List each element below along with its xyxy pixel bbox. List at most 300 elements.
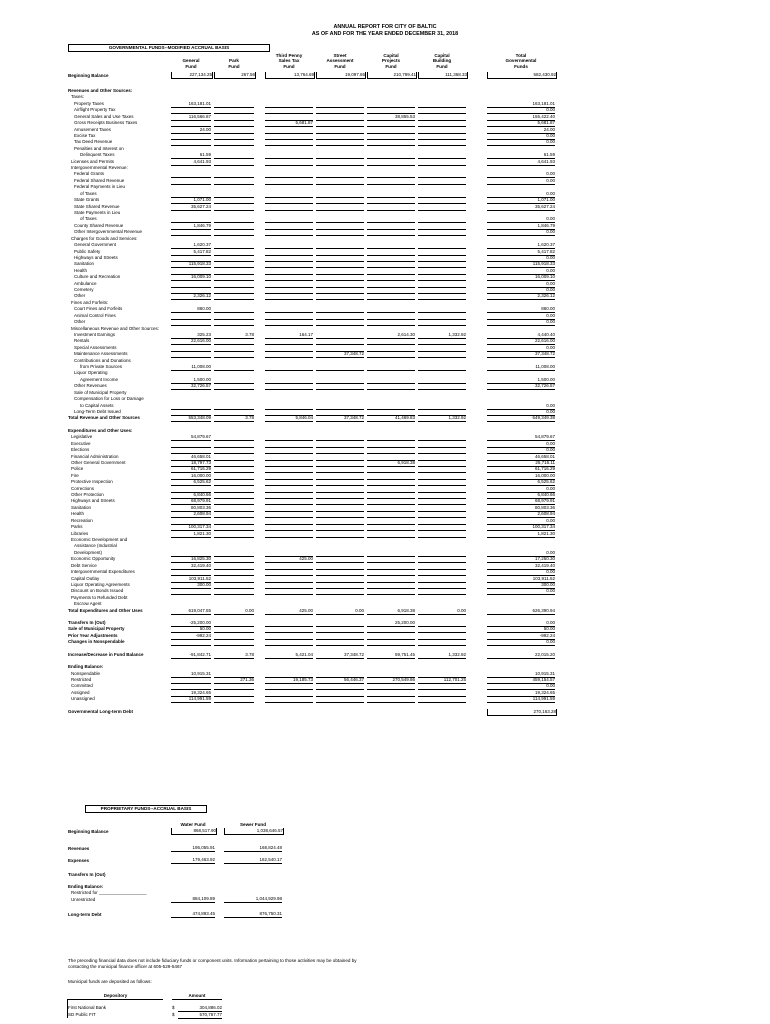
gov-row-value: -992.24 <box>487 633 555 640</box>
gov-row-value: 32,419.40 <box>171 563 211 570</box>
gov-row-label: Miscellaneous Revenue and Other Sources: <box>71 325 160 331</box>
gov-row-value: 17,250.30 <box>487 556 555 563</box>
fiduciary-note: The preceding financial data does not include fiduciary funds or component units. Information pertaining to those activities may be obtained by contacting the municipal finance officer at 605-529-5467 <box>68 958 357 970</box>
gov-row-label: Assistance (Industrial <box>74 543 117 549</box>
gov-row-value: 116,566.87 <box>171 114 211 121</box>
gov-row-value: 300.00 <box>487 582 555 589</box>
gov-row-value: 459,154.57 <box>487 677 555 684</box>
gov-row-value: 115,918.33 <box>171 261 211 268</box>
gov-column-header <box>265 53 313 69</box>
gov-row-value <box>265 293 313 300</box>
gov-beginning-balance-value: 19,097.65 <box>316 72 366 79</box>
gov-row-value: 0.00 <box>487 569 555 576</box>
gov-row-value <box>265 139 313 146</box>
gov-beginning-balance-value: 267.56 <box>214 72 256 79</box>
gov-row-value <box>367 159 415 166</box>
gov-row-value: 0.00 <box>214 608 254 615</box>
gov-row-value: 0.00 <box>487 620 555 627</box>
gov-column-header-line: Projects <box>381 58 401 64</box>
gov-row-value: 0.00 <box>487 486 555 493</box>
gov-row-value: 425.00 <box>265 608 313 615</box>
gov-row-value: 68,979.91 <box>487 498 555 505</box>
gov-row-value <box>214 696 254 703</box>
gov-row-value: 163,181.01 <box>171 101 211 108</box>
gov-row-value: 0.00 <box>487 287 555 294</box>
gov-row-value <box>367 139 415 146</box>
gov-row-value: 100,317.34 <box>487 524 555 531</box>
gov-row-value <box>214 383 254 390</box>
deposited-note: Municipal funds are deposited as follows: <box>68 979 152 984</box>
gov-row-value <box>316 159 364 166</box>
gov-row-value <box>367 178 415 185</box>
gov-row-value <box>316 531 364 538</box>
gov-row-value: 2,326.12 <box>171 293 211 300</box>
gov-row-value <box>367 351 415 358</box>
gov-row-value: -91,842.71 <box>171 652 211 659</box>
gov-row-value <box>367 204 415 211</box>
gov-row-value: 1,332.92 <box>418 415 466 422</box>
gov-row-value <box>265 588 313 595</box>
gov-row-value <box>171 229 211 236</box>
gov-row-value <box>367 639 415 646</box>
gov-row-value <box>265 178 313 185</box>
depository-name: SD Public FIT <box>68 1011 96 1017</box>
prop-longterm-label: Long-term Debt <box>68 912 102 917</box>
gov-row-value: 0.00 <box>487 683 555 690</box>
gov-row-label: Federal Shared Revenue <box>74 177 125 183</box>
gov-row-value: 35,627.24 <box>171 204 211 211</box>
gov-row-value <box>316 204 364 211</box>
prop-row-label: Revenues <box>68 846 90 851</box>
gov-row-value <box>265 204 313 211</box>
gov-column-header-line: Governmental <box>505 58 537 64</box>
gov-row-label: Economic Opportunity <box>71 556 116 562</box>
gov-row-label: Gross Receipts Business Taxes <box>74 120 138 126</box>
gov-row-value: 59,751.45 <box>367 652 415 659</box>
gov-row-value: 56,446.37 <box>316 677 364 684</box>
gov-row-value <box>418 383 466 390</box>
gov-row-label: Other Revenues <box>74 383 107 389</box>
gov-row-value: 112,701.25 <box>418 677 466 684</box>
gov-row-label: Special Assessments <box>74 344 117 350</box>
gov-row-label: Tax Deed Revenue <box>74 139 113 145</box>
gov-row-value: 37,348.72 <box>316 652 364 659</box>
gov-row-value: 37,348.72 <box>487 351 555 358</box>
gov-row-value <box>214 319 254 326</box>
gov-row-value: 6,918.38 <box>367 608 415 615</box>
gov-row-label: Corrections <box>71 485 95 491</box>
gov-row-value: 5,417.82 <box>171 249 211 256</box>
gov-row-value: 61,716.29 <box>487 466 555 473</box>
gov-row-label: Governmental Long-term Debt <box>68 708 134 714</box>
gov-row-value <box>316 319 364 326</box>
gov-row-value: 19,185.73 <box>265 677 313 684</box>
gov-row-value <box>418 696 466 703</box>
gov-row-label: Highways and Streets <box>71 498 115 504</box>
gov-row-value: 553,348.09 <box>171 415 211 422</box>
gov-row-label: County Shared Revenue <box>74 222 124 228</box>
gov-row-value: 2,326.12 <box>487 293 555 300</box>
amount-header: Amount <box>172 993 222 1000</box>
gov-row-label: Animal Control Fines <box>74 312 116 318</box>
gov-row-value: 1,500.00 <box>487 377 555 384</box>
governmental-section-title: GOVERNMENTAL FUNDS--MODIFIED ACCRUAL BASIS <box>68 44 270 52</box>
gov-row-value: 3.78 <box>214 332 254 339</box>
gov-row-value <box>367 588 415 595</box>
gov-column-header-line: Capital <box>383 53 399 58</box>
gov-row-value <box>171 588 211 595</box>
gov-row-value: 0.00 <box>487 441 555 448</box>
gov-row-label: Recreation <box>71 517 93 523</box>
depository-amount: 304,886.02 <box>178 1005 222 1012</box>
gov-row-value <box>316 178 364 185</box>
gov-row-label: Development) <box>74 549 103 555</box>
gov-row-label: General Government <box>74 242 117 248</box>
gov-row-label: Charges for Goods and Services: <box>71 235 138 241</box>
gov-row-value: 0.00 <box>487 588 555 595</box>
gov-row-value: 860.00 <box>487 306 555 313</box>
gov-row-value <box>214 293 254 300</box>
gov-column-header <box>171 58 211 69</box>
gov-row-value <box>316 383 364 390</box>
gov-row-label: Excise Tax <box>74 132 96 138</box>
gov-row-label: Elections <box>71 447 90 453</box>
gov-column-header-line: Fund <box>228 63 240 69</box>
gov-row-value: 0.00 <box>487 518 555 525</box>
gov-row-value <box>367 293 415 300</box>
gov-column-header-line: Street <box>333 53 347 58</box>
prop-row-value: 868,517.90 <box>171 828 217 835</box>
gov-row-value: 0.00 <box>487 550 555 557</box>
prop-row-value: 162,540.17 <box>224 857 282 864</box>
gov-row-label: Public Safety <box>74 248 101 254</box>
gov-row-value: 61.59 <box>487 152 555 159</box>
gov-row-value <box>265 531 313 538</box>
gov-row-value: 0.00 <box>487 403 555 410</box>
gov-row-value: 6,840.66 <box>487 492 555 499</box>
gov-row-label: Penalties and Interest on <box>74 145 124 151</box>
gov-row-label: Capital Outlay <box>71 575 100 581</box>
gov-row-value: 16,825.30 <box>171 556 211 563</box>
gov-row-value: 80,803.36 <box>171 505 211 512</box>
gov-row-value <box>171 639 211 646</box>
gov-row-value <box>418 293 466 300</box>
gov-row-value: 1,846.79 <box>171 223 211 230</box>
gov-row-value <box>316 229 364 236</box>
gov-row-label: Police <box>71 466 84 472</box>
gov-row-value: 50.00 <box>487 626 555 633</box>
gov-row-value: 61,716.29 <box>171 466 211 473</box>
gov-row-value: 0.00 <box>487 313 555 320</box>
gov-beginning-balance-label: Beginning Balance <box>68 73 109 78</box>
gov-row-label: Increase/Decrease in Fund Balance <box>68 651 144 657</box>
gov-row-value <box>214 159 254 166</box>
gov-row-value: 0.00 <box>487 191 555 198</box>
gov-row-label: Ambulance <box>74 280 97 286</box>
gov-row-label: Other Intergovernmental Revenue <box>74 229 143 235</box>
gov-row-value <box>214 204 254 211</box>
gov-row-value: 16,009.10 <box>171 274 211 281</box>
gov-column-header <box>487 53 555 69</box>
gov-row-value <box>367 531 415 538</box>
gov-row-label: Court Fines and Forfeits <box>74 306 123 312</box>
gov-column-header-line: Fund <box>436 63 448 69</box>
gov-row-value: 0.00 <box>316 608 364 615</box>
gov-row-label: Cemetery <box>74 287 94 293</box>
gov-row-value <box>418 351 466 358</box>
gov-row-label: Payments to Refunded Debt <box>71 594 128 600</box>
gov-row-value <box>418 229 466 236</box>
gov-row-value <box>418 159 466 166</box>
prop-transfers-label: Transfers In (Out) <box>68 872 106 877</box>
gov-row-value: 6,525.62 <box>487 479 555 486</box>
gov-column-header-line: Fund <box>334 63 346 69</box>
gov-row-label: Property Taxes <box>74 100 104 106</box>
gov-beginning-balance-value: 227,134.25 <box>171 72 213 79</box>
prop-longterm-value: 474,893.45 <box>171 911 215 918</box>
gov-row-value: -25,200.00 <box>171 620 211 627</box>
gov-row-label: Sanitation <box>74 261 95 267</box>
gov-row-value: 300.00 <box>171 582 211 589</box>
gov-row-value <box>418 639 466 646</box>
gov-row-value <box>367 319 415 326</box>
gov-row-label: Restricted <box>71 676 92 682</box>
gov-row-label: Agreement Income <box>80 376 119 382</box>
gov-row-value: 0.00 <box>487 319 555 326</box>
gov-row-value <box>418 139 466 146</box>
gov-column-header-line: Park <box>229 58 239 64</box>
gov-row-value: 5,417.82 <box>487 249 555 256</box>
gov-row-value <box>418 204 466 211</box>
prop-column-header: Water Fund <box>180 822 206 827</box>
gov-row-value: 61.59 <box>171 152 211 159</box>
gov-row-label: Intergovernmental Expenditures <box>71 569 135 575</box>
gov-row-label: Delinquent Taxes <box>80 152 115 158</box>
gov-row-value: 50.00 <box>171 626 211 633</box>
gov-row-value: 0.00 <box>487 178 555 185</box>
gov-row-label: Compensation for Loss or Damage <box>74 396 144 402</box>
gov-row-value: 68,979.91 <box>171 498 211 505</box>
gov-row-value <box>171 319 211 326</box>
gov-column-header <box>316 53 364 69</box>
prop-row-value: 195,055.91 <box>171 845 215 852</box>
gov-row-value: 4,641.93 <box>487 159 555 166</box>
gov-row-value: 25,200.00 <box>367 620 415 627</box>
gov-row-label: Revenues and Other Sources: <box>68 88 133 93</box>
gov-row-value <box>265 696 313 703</box>
prop-unrestricted-value: 884,109.89 <box>171 896 215 903</box>
gov-row-value: 25,716.11 <box>487 460 555 467</box>
gov-row-value <box>367 364 415 371</box>
gov-row-value: 270,163.28 <box>487 709 557 716</box>
gov-row-value: 1,620.37 <box>487 242 555 249</box>
gov-row-label: Executive <box>71 440 91 446</box>
prop-row-label: Expenses <box>68 858 90 863</box>
gov-row-value: 114,991.59 <box>487 696 555 703</box>
gov-column-header-line: Total <box>515 53 527 58</box>
gov-column-header-line: Building <box>432 58 452 64</box>
gov-row-value: 0.00 <box>487 409 555 416</box>
gov-row-value: 103,911.52 <box>487 576 555 583</box>
gov-row-value <box>316 293 364 300</box>
gov-row-label: Sale of Municipal Property <box>74 389 127 395</box>
gov-row-value: 19,324.65 <box>487 690 555 697</box>
gov-row-value: 38,855.53 <box>367 114 415 121</box>
gov-row-value: 270,549.86 <box>367 677 415 684</box>
gov-row-label: Long-Term Debt Issued <box>74 409 121 414</box>
gov-row-value: 54,879.67 <box>171 434 211 441</box>
prop-unrestricted-value: 1,044,929.98 <box>224 896 282 903</box>
gov-row-value: 164.17 <box>265 332 313 339</box>
gov-row-label: Assigned <box>71 689 90 695</box>
gov-beginning-balance-value: 111,368.33 <box>418 72 468 79</box>
gov-row-value: 0.00 <box>487 107 555 114</box>
gov-row-label: State Grants <box>74 197 100 203</box>
gov-row-value: 16,000.00 <box>487 473 555 480</box>
gov-row-value <box>265 159 313 166</box>
gov-row-value: 155,422.40 <box>487 114 555 121</box>
gov-row-value <box>265 229 313 236</box>
gov-row-value <box>418 319 466 326</box>
gov-row-label: Parks <box>71 524 83 530</box>
gov-column-header <box>418 53 466 69</box>
gov-row-value: 6,918.38 <box>367 460 415 467</box>
gov-row-label: Liquor Operating Agreements <box>71 581 130 587</box>
depository-amount: 570,767.77 <box>178 1012 222 1019</box>
gov-row-value: 3.78 <box>214 415 254 422</box>
gov-row-label: Health <box>74 267 88 273</box>
gov-row-value <box>316 639 364 646</box>
gov-row-value <box>214 639 254 646</box>
gov-row-label: of Taxes <box>80 216 97 222</box>
gov-row-label: Intergovernmental Revenue: <box>71 165 128 171</box>
gov-row-value: 3.78 <box>214 652 254 659</box>
gov-row-label: Other Protection <box>71 492 104 498</box>
gov-row-label: Libraries <box>71 530 89 536</box>
gov-row-value <box>171 351 211 358</box>
gov-row-value: 10,915.31 <box>171 671 211 678</box>
gov-row-label: Fines and Forfeits: <box>71 299 109 305</box>
gov-row-label: Sanitation <box>71 504 92 510</box>
gov-row-value: 2,608.94 <box>487 511 555 518</box>
gov-row-label: of Taxes <box>80 190 97 196</box>
gov-row-label: Total Expenditures and Other Uses <box>68 607 143 613</box>
gov-row-value: 1,332.92 <box>418 332 466 339</box>
gov-row-value: 1,846.79 <box>487 223 555 230</box>
gov-row-value: 0.00 <box>487 255 555 262</box>
gov-row-value: 16,000.00 <box>171 473 211 480</box>
gov-row-value: 24.00 <box>487 127 555 134</box>
depository-left-border <box>67 999 68 1018</box>
gov-row-value: 163,181.01 <box>487 101 555 108</box>
gov-row-value <box>214 588 254 595</box>
gov-column-header-line: Fund <box>185 63 197 69</box>
gov-row-label: Other General Government <box>71 459 126 465</box>
prop-ending-label: Ending Balance: <box>68 884 104 889</box>
report-subtitle: AS OF AND FOR THE YEAR ENDED DECEMBER 31, 2018 <box>311 31 459 37</box>
gov-row-label: Ending Balance: <box>68 664 104 670</box>
gov-row-value <box>214 139 254 146</box>
gov-row-value: 425.00 <box>265 556 313 563</box>
gov-column-header-line: Capital <box>434 53 450 58</box>
gov-row-value: -992.24 <box>171 633 211 640</box>
gov-row-value: 0.00 <box>487 171 555 178</box>
gov-row-value: 1,821.30 <box>171 531 211 538</box>
prop-column-header: Sewer Fund <box>239 822 267 827</box>
gov-row-value: 19,324.65 <box>171 690 211 697</box>
gov-row-value: 11,008.00 <box>171 364 211 371</box>
gov-row-value <box>265 351 313 358</box>
gov-row-value: 0.00 <box>487 281 555 288</box>
gov-row-label: Changes in Nonspendable <box>68 639 125 645</box>
prop-restricted-label: Restricted for ___________________ <box>71 890 147 895</box>
prop-row-label: Beginning Balance <box>68 829 109 834</box>
gov-row-label: Sale of Municipal Property <box>68 626 125 632</box>
report-title: ANNUAL REPORT FOR CITY OF BALTIC <box>333 24 437 30</box>
gov-row-value: 10,915.31 <box>487 671 555 678</box>
gov-row-label: Financial Administration <box>71 453 119 459</box>
gov-row-value: 0.00 <box>487 447 555 454</box>
gov-row-label: Fire <box>71 472 79 478</box>
gov-row-value: 649,349.38 <box>487 415 555 422</box>
gov-row-value: 37,348.72 <box>316 351 364 358</box>
gov-row-value: 271.36 <box>214 677 254 684</box>
gov-row-value: 46,658.01 <box>171 454 211 461</box>
gov-column-header-line: Funds <box>514 63 528 69</box>
prop-unrestricted-label: Unrestricted <box>71 897 96 902</box>
gov-row-label: Economic Development and <box>71 536 128 542</box>
gov-row-value: 1,071.00 <box>487 197 555 204</box>
gov-row-label: Debt Service <box>71 562 97 568</box>
gov-row-value: 35,627.24 <box>487 204 555 211</box>
gov-row-value <box>214 364 254 371</box>
gov-row-value <box>265 639 313 646</box>
gov-row-value: 22,616.00 <box>171 338 211 345</box>
gov-column-header <box>367 53 415 69</box>
gov-row-label: Committed <box>71 683 93 689</box>
gov-row-value <box>265 383 313 390</box>
gov-row-label: Investment Earnings <box>74 331 116 337</box>
gov-row-value: 5,846.04 <box>265 415 313 422</box>
gov-row-value <box>214 531 254 538</box>
gov-row-label: Escrow Agent <box>74 601 102 607</box>
gov-row-value <box>367 229 415 236</box>
gov-row-value <box>316 696 364 703</box>
gov-row-label: State Shared Revenue <box>74 203 120 209</box>
prop-longterm-value: 876,750.31 <box>224 911 282 918</box>
gov-row-value: 626,390.94 <box>487 608 555 615</box>
gov-row-value: 1,821.30 <box>487 531 555 538</box>
proprietary-section-title: PROPRIETARY FUNDS--ACCRUAL BASIS <box>85 805 207 813</box>
gov-row-value: 18,797.73 <box>171 460 211 467</box>
gov-row-value: 0.00 <box>487 229 555 236</box>
gov-row-value: 4,440.40 <box>487 332 555 339</box>
gov-row-value <box>316 139 364 146</box>
gov-row-value: 32,726.57 <box>487 383 555 390</box>
gov-row-label: Culture and Recreation <box>74 274 121 280</box>
gov-row-value <box>418 364 466 371</box>
gov-row-label: Federal Grants <box>74 171 105 177</box>
gov-row-value <box>418 178 466 185</box>
gov-row-label: from Private Sources <box>80 364 123 370</box>
gov-row-label: Other <box>74 293 86 299</box>
gov-row-label: Liquor Operating <box>74 370 108 376</box>
gov-row-label: Nonspendable <box>71 670 101 676</box>
gov-row-value: 5,421.04 <box>265 652 313 659</box>
gov-column-header-line: Fund <box>283 63 295 69</box>
gov-row-value: 0.00 <box>487 345 555 352</box>
gov-row-value: 619,047.55 <box>171 608 211 615</box>
